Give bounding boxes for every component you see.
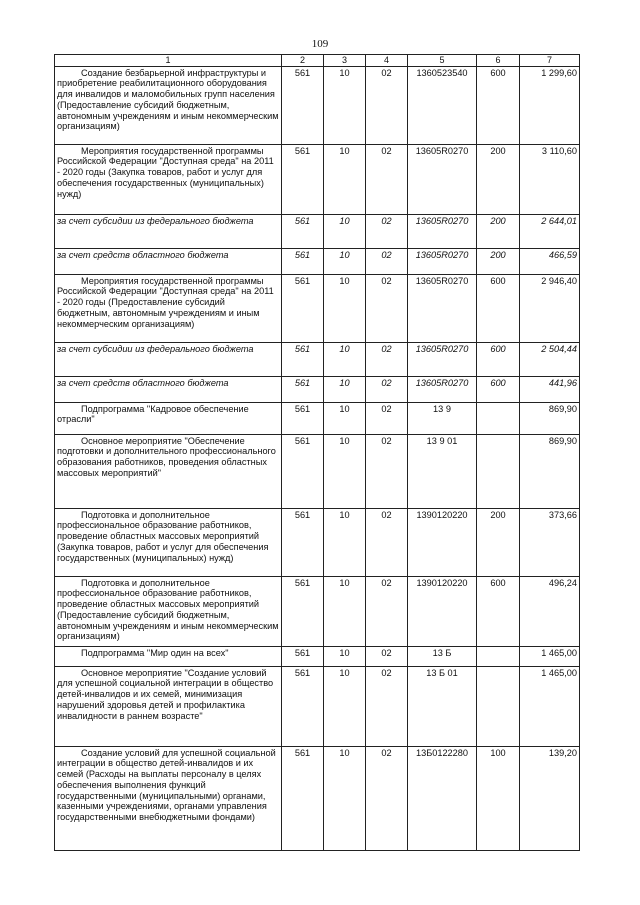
- section-code: 10: [324, 144, 366, 214]
- target-article-code: 13605R0270: [408, 144, 477, 214]
- section-code: 10: [324, 434, 366, 508]
- target-article-code: 1360523540: [408, 66, 477, 144]
- target-article-code: 13605R0270: [408, 214, 477, 248]
- row-name: Мероприятия государственной программы Российской Федерации "Доступная среда" на 2011 - 2020 годы (Закупка товаров, работ и услуг для обеспечения государственных (муниципальных) нужд): [55, 144, 282, 214]
- header-cell-1: 1: [55, 55, 282, 67]
- header-row: [55, 55, 580, 67]
- amount: 3 110,60: [520, 144, 580, 214]
- amount: 2 946,40: [520, 274, 580, 342]
- expense-type-code: 600: [477, 342, 520, 376]
- expense-type-code: [477, 434, 520, 508]
- amount: 869,90: [520, 434, 580, 508]
- table-row: [55, 434, 580, 508]
- row-name: за счет субсидии из федерального бюджета: [55, 342, 282, 376]
- subsection-code: 02: [366, 274, 408, 342]
- header-cell-5: 5: [408, 55, 477, 67]
- expense-type-code: 600: [477, 66, 520, 144]
- ministry-code: 561: [282, 274, 324, 342]
- section-code: 10: [324, 576, 366, 646]
- ministry-code: 561: [282, 576, 324, 646]
- amount: 2 644,01: [520, 214, 580, 248]
- ministry-code: 561: [282, 376, 324, 402]
- target-article-code: 13605R0270: [408, 376, 477, 402]
- table-row: [55, 646, 580, 666]
- section-code: 10: [324, 376, 366, 402]
- row-name: Подпрограмма "Кадровое обеспечение отрасли": [55, 402, 282, 434]
- ministry-code: 561: [282, 746, 324, 850]
- expense-type-code: 200: [477, 508, 520, 576]
- ministry-code: 561: [282, 144, 324, 214]
- row-name: Создание условий для успешной социальной интеграции в общество детей-инвалидов и их семей (Расходы на выплаты персоналу в целях обеспечения выполнения функций государственными (муниципальными) органами, казенными учреждениями, органами управления государственными внебюджетными фондами): [55, 746, 282, 850]
- table-row: [55, 746, 580, 850]
- ministry-code: 561: [282, 508, 324, 576]
- ministry-code: 561: [282, 646, 324, 666]
- row-name: Мероприятия государственной программы Российской Федерации "Доступная среда" на 2011 - 2020 годы (Предоставление субсидий бюджетным, автономным учреждениям и иным некоммерческим организациям): [55, 274, 282, 342]
- section-code: 10: [324, 402, 366, 434]
- header-cell-4: 4: [366, 55, 408, 67]
- expense-type-code: 100: [477, 746, 520, 850]
- row-name: за счет средств областного бюджета: [55, 248, 282, 274]
- row-name: Подготовка и дополнительное профессиональное образование работников, проведение областных массовых мероприятий (Предоставление субсидий бюджетным, автономным учреждениям и иным некоммерческим организациям): [55, 576, 282, 646]
- expense-type-code: 600: [477, 376, 520, 402]
- target-article-code: 13605R0270: [408, 248, 477, 274]
- row-name: Основное мероприятие "Обеспечение подготовки и дополнительного профессионального образования работников, проведения областных массовых мероприятий": [55, 434, 282, 508]
- ministry-code: 561: [282, 434, 324, 508]
- header-cell-7: 7: [520, 55, 580, 67]
- subsection-code: 02: [366, 746, 408, 850]
- ministry-code: 561: [282, 214, 324, 248]
- table-row: [55, 274, 580, 342]
- row-name: Создание безбарьерной инфраструктуры и приобретение реабилитационного оборудования для инвалидов и маломобильных групп населения (Предоставление субсидий бюджетным, автономным учреждениям и иным некоммерческим организациям): [55, 66, 282, 144]
- subsection-code: 02: [366, 248, 408, 274]
- ministry-code: 561: [282, 66, 324, 144]
- amount: 441,96: [520, 376, 580, 402]
- ministry-code: 561: [282, 402, 324, 434]
- expense-type-code: [477, 402, 520, 434]
- target-article-code: 13Б0122280: [408, 746, 477, 850]
- section-code: 10: [324, 66, 366, 144]
- amount: 1 465,00: [520, 666, 580, 746]
- table-row: [55, 376, 580, 402]
- target-article-code: 13 Б 01: [408, 666, 477, 746]
- row-name: Подпрограмма "Мир один на всех": [55, 646, 282, 666]
- amount: 496,24: [520, 576, 580, 646]
- amount: 1 465,00: [520, 646, 580, 666]
- subsection-code: 02: [366, 434, 408, 508]
- target-article-code: 13 9: [408, 402, 477, 434]
- row-name: за счет средств областного бюджета: [55, 376, 282, 402]
- amount: 2 504,44: [520, 342, 580, 376]
- target-article-code: 1390120220: [408, 576, 477, 646]
- subsection-code: 02: [366, 66, 408, 144]
- expense-type-code: [477, 646, 520, 666]
- subsection-code: 02: [366, 402, 408, 434]
- table-row: [55, 144, 580, 214]
- subsection-code: 02: [366, 376, 408, 402]
- row-name: Подготовка и дополнительное профессиональное образование работников, проведение областных массовых мероприятий (Закупка товаров, работ и услуг для обеспечения государственных (муниципальных) нужд): [55, 508, 282, 576]
- table-row: [55, 342, 580, 376]
- row-name: за счет субсидии из федерального бюджета: [55, 214, 282, 248]
- target-article-code: 13 Б: [408, 646, 477, 666]
- budget-table: [54, 54, 580, 851]
- expense-type-code: [477, 666, 520, 746]
- expense-type-code: 200: [477, 248, 520, 274]
- section-code: 10: [324, 248, 366, 274]
- target-article-code: 13605R0270: [408, 342, 477, 376]
- amount: 1 299,60: [520, 66, 580, 144]
- target-article-code: 13 9 01: [408, 434, 477, 508]
- subsection-code: 02: [366, 342, 408, 376]
- table-row: [55, 666, 580, 746]
- section-code: 10: [324, 214, 366, 248]
- amount: 466,59: [520, 248, 580, 274]
- ministry-code: 561: [282, 248, 324, 274]
- ministry-code: 561: [282, 666, 324, 746]
- subsection-code: 02: [366, 576, 408, 646]
- subsection-code: 02: [366, 144, 408, 214]
- section-code: 10: [324, 746, 366, 850]
- expense-type-code: 600: [477, 576, 520, 646]
- ministry-code: 561: [282, 342, 324, 376]
- target-article-code: 13605R0270: [408, 274, 477, 342]
- header-cell-3: 3: [324, 55, 366, 67]
- table-row: [55, 214, 580, 248]
- amount: 373,66: [520, 508, 580, 576]
- expense-type-code: 600: [477, 274, 520, 342]
- table-row: [55, 402, 580, 434]
- expense-type-code: 200: [477, 144, 520, 214]
- amount: 869,90: [520, 402, 580, 434]
- table-row: [55, 66, 580, 144]
- section-code: 10: [324, 508, 366, 576]
- expense-type-code: 200: [477, 214, 520, 248]
- header-cell-2: 2: [282, 55, 324, 67]
- subsection-code: 02: [366, 666, 408, 746]
- section-code: 10: [324, 274, 366, 342]
- subsection-code: 02: [366, 214, 408, 248]
- table-row: [55, 508, 580, 576]
- section-code: 10: [324, 342, 366, 376]
- subsection-code: 02: [366, 646, 408, 666]
- page-number: 109: [311, 38, 329, 50]
- section-code: 10: [324, 646, 366, 666]
- header-cell-6: 6: [477, 55, 520, 67]
- table-row: [55, 576, 580, 646]
- row-name: Основное мероприятие "Создание условий для успешной социальной интеграции в общество детей-инвалидов и их семей, минимизация нарушений здоровья детей и профилактика инвалидности в раннем возрасте": [55, 666, 282, 746]
- target-article-code: 1390120220: [408, 508, 477, 576]
- subsection-code: 02: [366, 508, 408, 576]
- amount: 139,20: [520, 746, 580, 850]
- table-row: [55, 248, 580, 274]
- section-code: 10: [324, 666, 366, 746]
